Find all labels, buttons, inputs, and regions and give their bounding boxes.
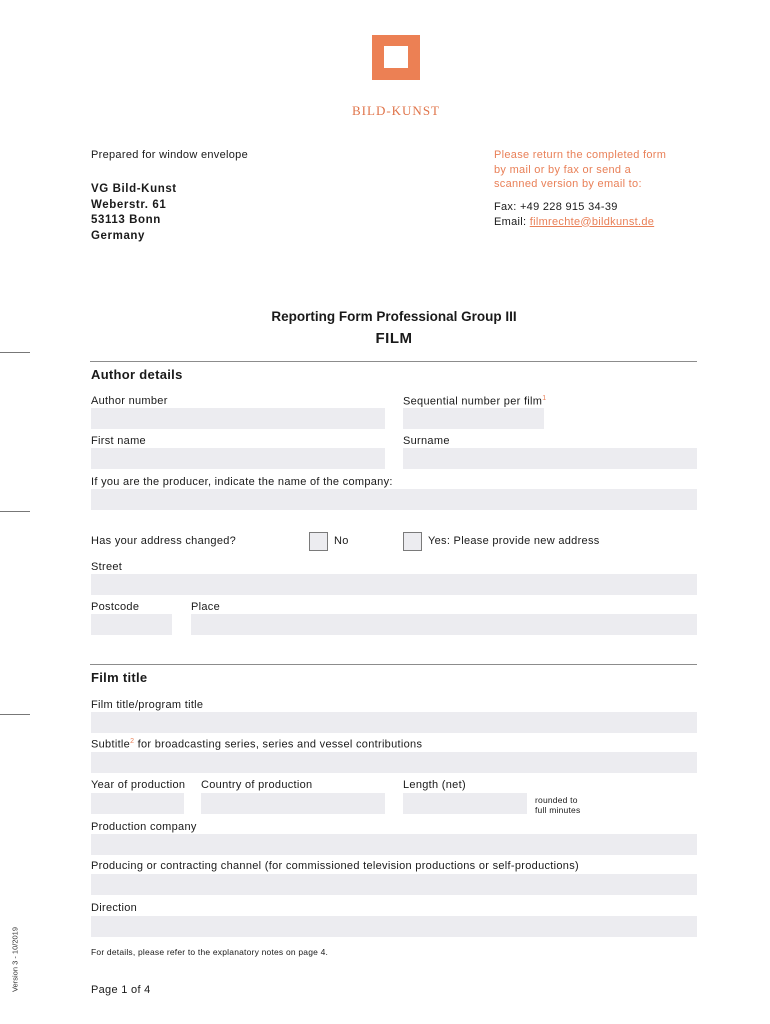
- first-name-label: First name: [91, 435, 146, 447]
- place-label: Place: [191, 601, 221, 613]
- no-label: No: [334, 535, 349, 547]
- return-instructions: [494, 148, 666, 192]
- producer-company-field[interactable]: [91, 489, 697, 510]
- recipient-address: [91, 182, 177, 244]
- subtitle-rest-text: for broadcasting series, series and vessel contributions: [134, 738, 423, 751]
- rounding-note-line: rounded to: [535, 795, 578, 805]
- sequential-number-text: Sequential number per film: [403, 395, 543, 408]
- country-label: Country of production: [201, 779, 313, 791]
- subtitle-label: [91, 738, 422, 751]
- fold-mark: [0, 714, 30, 715]
- envelope-note: Prepared for window envelope: [91, 149, 248, 161]
- section-heading-film: Film title: [91, 670, 148, 685]
- length-label: Length (net): [403, 779, 466, 791]
- contact-details: [494, 200, 654, 229]
- direction-field[interactable]: [91, 916, 697, 937]
- author-number-label: Author number: [91, 395, 168, 407]
- email-label: Email:: [494, 215, 530, 228]
- year-label: Year of production: [91, 779, 186, 791]
- address-line: Germany: [91, 229, 146, 242]
- producer-company-label: If you are the producer, indicate the name of the company:: [91, 476, 393, 488]
- direction-label: Direction: [91, 902, 138, 914]
- version-label: Version 3 - 10/2019: [10, 926, 20, 993]
- footnote-ref: 1: [542, 395, 547, 402]
- street-field[interactable]: [91, 574, 697, 595]
- year-field[interactable]: [91, 793, 184, 814]
- sequential-number-label: [403, 395, 546, 408]
- logo-inner-square: [384, 46, 408, 68]
- rounding-note: [535, 795, 580, 815]
- divider: [90, 664, 697, 665]
- production-company-label: Production company: [91, 821, 197, 833]
- film-title-field[interactable]: [91, 712, 697, 733]
- first-name-field[interactable]: [91, 448, 385, 469]
- address-line: Weberstr. 61: [91, 198, 167, 211]
- email-line: [494, 215, 654, 230]
- brand-name: BILD-KUNST: [352, 103, 440, 118]
- fold-mark: [0, 352, 30, 353]
- sequential-number-field[interactable]: [403, 408, 544, 429]
- email-link[interactable]: filmrechte@bildkunst.de: [529, 215, 655, 228]
- no-checkbox[interactable]: [309, 532, 328, 551]
- surname-field[interactable]: [403, 448, 697, 469]
- yes-checkbox[interactable]: [403, 532, 422, 551]
- form-title: Reporting Form Professional Group III: [271, 309, 517, 324]
- divider: [90, 361, 697, 362]
- address-changed-label: Has your address changed?: [91, 535, 237, 547]
- details-note: For details, please refer to the explanatory notes on page 4.: [91, 947, 329, 957]
- film-title-label: Film title/program title: [91, 699, 204, 711]
- street-label: Street: [91, 561, 123, 573]
- section-heading-author: Author details: [91, 367, 183, 382]
- surname-label: Surname: [403, 435, 450, 447]
- address-line: 53113 Bonn: [91, 214, 161, 226]
- address-line: VG Bild-Kunst: [91, 183, 177, 195]
- fold-mark: [0, 511, 30, 512]
- subtitle-field[interactable]: [91, 752, 697, 773]
- postcode-field[interactable]: [91, 614, 172, 635]
- length-field[interactable]: [403, 793, 527, 814]
- form-subtitle: FILM: [375, 330, 413, 347]
- yes-label: Yes: Please provide new address: [428, 535, 600, 547]
- place-field[interactable]: [191, 614, 697, 635]
- fax-number: Fax: +49 228 915 34-39: [494, 201, 618, 213]
- instruction-line: scanned version by email to:: [494, 178, 642, 190]
- postcode-label: Postcode: [91, 601, 140, 613]
- country-field[interactable]: [201, 793, 385, 814]
- author-number-field[interactable]: [91, 408, 385, 429]
- channel-label: Producing or contracting channel (for commissioned television productions or self-productions): [91, 860, 579, 872]
- channel-field[interactable]: [91, 874, 697, 895]
- subtitle-text: Subtitle: [91, 738, 131, 751]
- instruction-line: by mail or by fax or send a: [494, 163, 632, 176]
- production-company-field[interactable]: [91, 834, 697, 855]
- footnote-ref: 2: [130, 738, 135, 745]
- rounding-note-line: full minutes: [535, 805, 581, 815]
- page-number: Page 1 of 4: [91, 984, 151, 996]
- instruction-line: Please return the completed form: [494, 149, 667, 161]
